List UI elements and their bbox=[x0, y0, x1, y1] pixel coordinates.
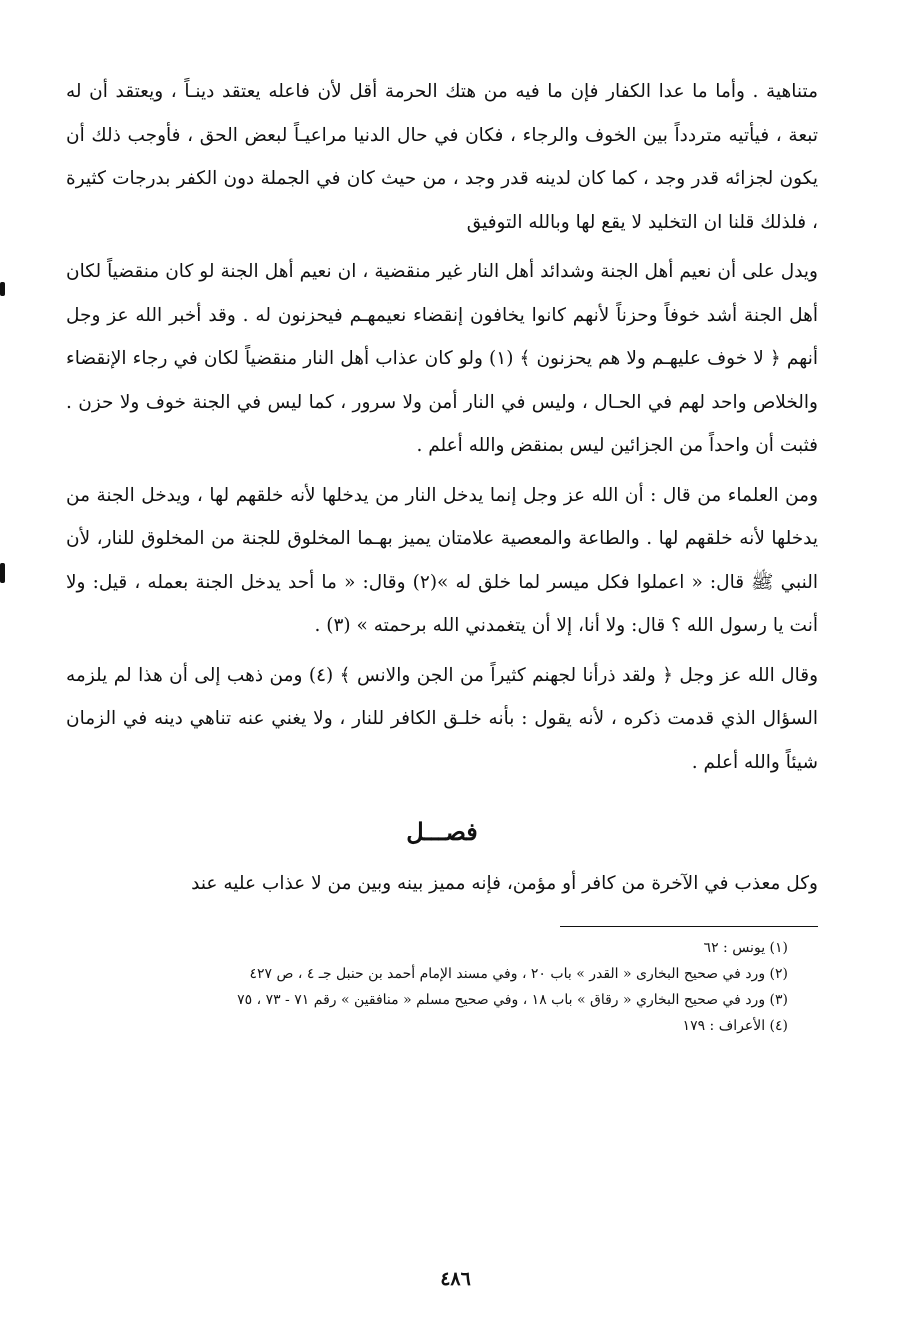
body-paragraph: وقال الله عز وجل ﴿ ولقد ذرأنا لجهنم كثيراً من الجن والانس ﴾ (٤) ومن ذهب إلى أن هذا لم يلزمه السؤال الذي قدمت ذكره ، لأنه يقول : بأنه خلـق الكافر للنار ، ولا يغني عنه تناهي دينه في الزمان شيئاً والله أعلم . bbox=[66, 664, 818, 773]
body-paragraph: ويدل على أن نعيم أهل الجنة وشدائد أهل النار غير منقضية ، ان نعيم أهل الجنة لو كان منقضياً لكان أهل الجنة أشد خوفاً وحزناً لأنهم كانوا يخافون إنقضاء نعيمهـم فيحزنون له . وقد أخبر الله عز وجل أنهم ﴿ لا خوف عليهـم ولا هم يحزنون ﴾ (١) ولو كان عذاب أهل النار منقضياً لكان في رجاء الإنقضاء والخلاص واحد لهم في الحـال ، وليس في النار أمن ولا سرور ، كما ليس في الجنة خوف ولا حزن . فثبت أن واحداً من الجزائين ليس بمنقض والله أعلم . bbox=[66, 261, 818, 456]
footnotes bbox=[66, 935, 818, 1039]
scan-edge-mark bbox=[0, 282, 5, 296]
footnote: (٣) ورد في صحيح البخاري « رقاق » باب ١٨ ، وفي صحيح مسلم « منافقين » رقم ٧١ - ٧٣ ، ٧٥ bbox=[237, 991, 788, 1008]
closing-paragraph: وكل معذب في الآخرة من كافر أو مؤمن، فإنه مميز بينه وبين من لا عذاب عليه عند bbox=[191, 873, 818, 894]
body-paragraph: متناهية . وأما ما عدا الكفار فإن ما فيه من هتك الحرمة أقل لأن فاعله يعتقد دينـاً ، ويعتقد أن له تبعة ، فيأتيه متردداً بين الخوف والرجاء ، فكان في حال الدنيا مراعيـاً لبعض الحق ، فأوجب ذلك أن يكون لجزائه قدر وجد ، كما كان لدينه قدر وجد ، من حيث كان في الجملة دون الكفر بدرجات كثيرة ، فلذلك قلنا ان التخليد لا يقع لها وبالله التوفيق bbox=[66, 81, 818, 233]
footnote-separator bbox=[560, 926, 818, 927]
body-paragraph: ومن العلماء من قال : أن الله عز وجل إنما يدخل النار من يدخلها لأنه خلقهم لها ، ويدخل الجنة من يدخلها لأنه خلقهم لها . والطاعة والمعصية علامتان يميز بهـما المخلوق للجنة من المخلوق للنار، لأن النبي ﷺ قال: « اعملوا فكل ميسر لما خلق له »(٢) وقال: « ما أحد يدخل الجنة بعمله ، قيل: ولا أنت يا رسول الله ؟ قال: ولا أنا، إلا أن يتغمدني الله برحمته » (٣) . bbox=[66, 484, 818, 636]
page-content bbox=[66, 70, 818, 1290]
scan-edge-mark bbox=[0, 563, 5, 583]
footnote: (٤) الأعراف : ١٧٩ bbox=[682, 1017, 788, 1034]
section-heading: فصـــل bbox=[406, 817, 478, 846]
footnote: (٢) ورد في صحيح البخارى « القدر » باب ٢٠ ، وفي مسند الإمام أحمد بن حنبل جـ ٤ ، ص ٤٢٧ bbox=[249, 965, 788, 982]
footnote: (١) يونس : ٦٢ bbox=[703, 939, 788, 956]
page-number: ٤٨٦ bbox=[440, 1268, 471, 1290]
